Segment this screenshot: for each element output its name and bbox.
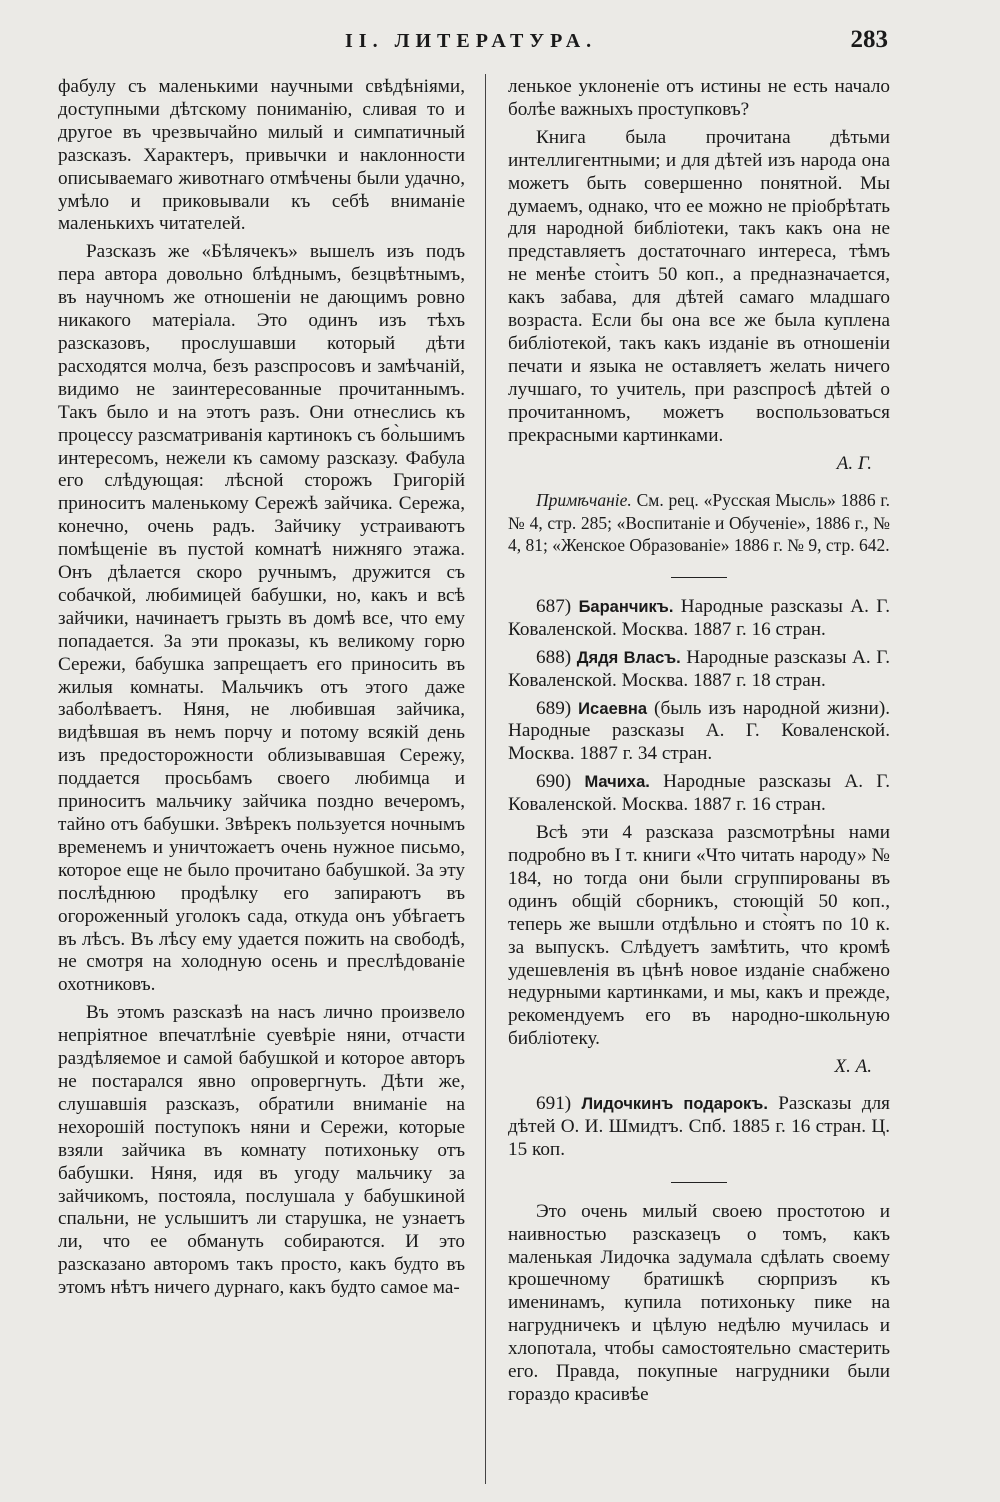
entry-details: (быль изъ народной жизни). Народные разсказы А. Г. Коваленской. Москва. 1887 г. 34 стран.	[508, 697, 891, 765]
entry-number: 687)	[536, 595, 572, 617]
separator-rule	[671, 577, 727, 578]
paragraph: Книга была прочитана дѣтьми интеллигентными; и для дѣтей изъ народа она можетъ быть совершенно понятной. Мы думаемъ, однако, что ее можно не пріобрѣтать для народной библіотеки, такъ какъ она не представляетъ достаточнаго интереса, тѣмъ не менѣе сто̀итъ 50 коп., а предназначается, какъ забава, для дѣтей самаго младшаго возраста. Если бы она все же была куплена библіотекой, такъ какъ изданіе въ отношеніи печати и языка не оставляетъ желать ничего лучшаго, то учитель, при разспросѣ дѣтей о прочитанномъ, можетъ воспользоваться прекрасными картинками.	[508, 126, 890, 446]
separator-rule	[671, 1182, 727, 1183]
paragraph: Всѣ эти 4 разсказа разсмотрѣны нами подробно въ I т. книги «Что читать народу» № 184, но тогда они были сгруппированы въ одинъ общій сборникъ, стоющій 50 коп., теперь же вышли отдѣльно и сто̀ятъ по 10 к. за выпускъ. Слѣдуетъ замѣтить, что кромѣ удешевленія въ цѣнѣ новое изданіе снабжено недурными картинками, и мы, какъ и прежде, рекомендуемъ его въ народно-школьную библіотеку.	[508, 822, 890, 1050]
paragraph: Разсказъ же «Бѣлячекъ» вышелъ изъ подъ пера автора довольно блѣднымъ, безцвѣтнымъ, въ научномъ же отношеніи не дающимъ ровно никакого матеріала. Это одинъ изъ тѣхъ разсказовъ, прослушавши который дѣти расходятся молча, безъ разспросовъ и замѣчаній, видимо не заинтересованные прочитаннымъ. Такъ было и на этотъ разъ. Они отнеслись къ процессу разсматриванія картинокъ съ бо̀льшимъ интересомъ, нежели къ самому разсказу. Фабула его слѣдующая: лѣсной сторожъ Григорій приноситъ маленькому Сережѣ зайчика. Сережа, конечно, очень радъ. Зайчику устраиваютъ помѣщеніе въ пустой комнатѣ нижняго этажа. Онъ дѣлается скоро ручнымъ, дружится съ собачкой, любимицей бабушки, но, какъ и всѣ зайчики, начинаетъ грызть въ домѣ все, что ему попадается. За эти проказы, къ великому горю Сережи, бабушка запрещаетъ его приносить въ жилыя комнаты. Мальчикъ отъ этого даже заболѣваетъ. Няня, не любившая зайчика, видѣвшая въ немъ порчу и потому всякій день изъ предосторожности облизывавшая Сережу, поддается просьбамъ своего любимца и приноситъ мальчику зайчика поздно вечеромъ, тайно отъ бабушки. Звѣрекъ пользуется ночнымъ временемъ и уничтожаетъ очень нужное письмо, которое еще не было прочитано бабушкой. За эту послѣднюю продѣлку его запираютъ въ огороженный уголокъ сада, откуда онъ убѣгаетъ въ лѣсъ. Въ лѣсу ему удается пожить на свободѣ, не смотря на холодную осень и преслѣдованіе охотниковъ.	[58, 241, 465, 996]
footnote-label: Примѣчаніе.	[536, 490, 632, 511]
entry-number: 689)	[536, 697, 572, 719]
entry-title: Мачиха.	[584, 773, 650, 792]
entry-number: 690)	[536, 771, 572, 793]
entry-title: Баранчикъ.	[578, 597, 674, 616]
footnote-text: См. рец. «Русская Мысль» 1886 г. № 4, стр. 285; «Воспитаніе и Обученіе», 1886 г., № 4, 81; «Женское Образованіе» 1886 г. № 9, стр. 642.	[508, 490, 890, 556]
paragraph: фабулу съ маленькими научными свѣдѣніями, доступными дѣтскому пониманію, сливая то и другое въ чрезвычайно милый и симпатичный разсказъ. Характеръ, привычки и наклонности описываемаго животнаго отмѣчены были удачно, умѣло и приковывали къ себѣ вниманіе маленькихъ читателей.	[58, 76, 465, 235]
page-number: 283	[850, 26, 888, 53]
entry-number: 691)	[536, 1093, 572, 1115]
entry-title: Лидочкинъ подарокъ.	[581, 1095, 768, 1114]
footnote	[508, 489, 890, 557]
bibliography-entry	[508, 771, 890, 817]
entry-title: Исаевна	[578, 699, 648, 718]
bibliography-entry	[508, 596, 890, 642]
entry-details: Народные разсказы А. Г. Коваленской. Москва. 1887 г. 16 стран.	[508, 771, 890, 816]
entry-details: Народные разсказы А. Г. Коваленской. Москва. 1887 г. 18 стран.	[508, 646, 890, 691]
bibliography-entry	[508, 1093, 890, 1162]
review-signature: А. Г.	[836, 452, 872, 474]
paragraph: Это очень милый своею простотою и наивностью разсказецъ о томъ, какъ маленькая Лидочка задумала сдѣлать своему крошечному братишкѣ сюрпризъ къ именинамъ, купила потихоньку пике на нагрудничекъ и цѣлую недѣлю мучилась и хлопотала, чтобы самостоятельно смастерить его. Правда, покупные нагрудники были гораздо красивѣе	[508, 1200, 890, 1405]
right-column	[508, 76, 890, 1412]
entry-details: Разсказы для дѣтей О. И. Шмидтъ. Спб. 1885 г. 16 стран. Ц. 15 коп.	[508, 1093, 890, 1160]
entries-signature: Х. А.	[834, 1056, 872, 1078]
entry-details: Народные разсказы А. Г. Коваленской. Москва. 1887 г. 16 стран.	[508, 595, 890, 640]
entry-number: 688)	[536, 646, 572, 668]
entry-title: Дядя Власъ.	[576, 648, 681, 667]
bibliography-entry	[508, 647, 890, 693]
bibliography-entry	[508, 698, 890, 767]
paragraph: Въ этомъ разсказѣ на насъ лично произвело непріятное впечатлѣніе суевѣріе няни, отчасти раздѣляемое и самой бабушкой и которое авторъ не постарался явно опровергнуть. Дѣти же, слушавшія разсказъ, обратили вниманіе на нехорошій поступокъ няни и Сережи, которые взяли зайчика въ комнату потихоньку отъ бабушки. Няня, идя въ угоду мальчику за зайчикомъ, постояла, послушала у бабушкиной спальни, не услышитъ ли старушка, не узнаетъ ли, что ее обмануть собираются. И это разсказано авторомъ такъ просто, какъ будто въ этомъ нѣтъ ничего дурнаго, какъ будто самое ма-	[58, 1002, 465, 1299]
paragraph: ленькое уклоненіе отъ истины не есть начало болѣе важныхъ проступковъ?	[508, 76, 890, 120]
column-divider	[485, 74, 486, 1484]
running-head	[0, 26, 1000, 62]
left-column	[58, 76, 465, 1305]
running-title: II. ЛИТЕРАТУРА.	[345, 30, 598, 52]
